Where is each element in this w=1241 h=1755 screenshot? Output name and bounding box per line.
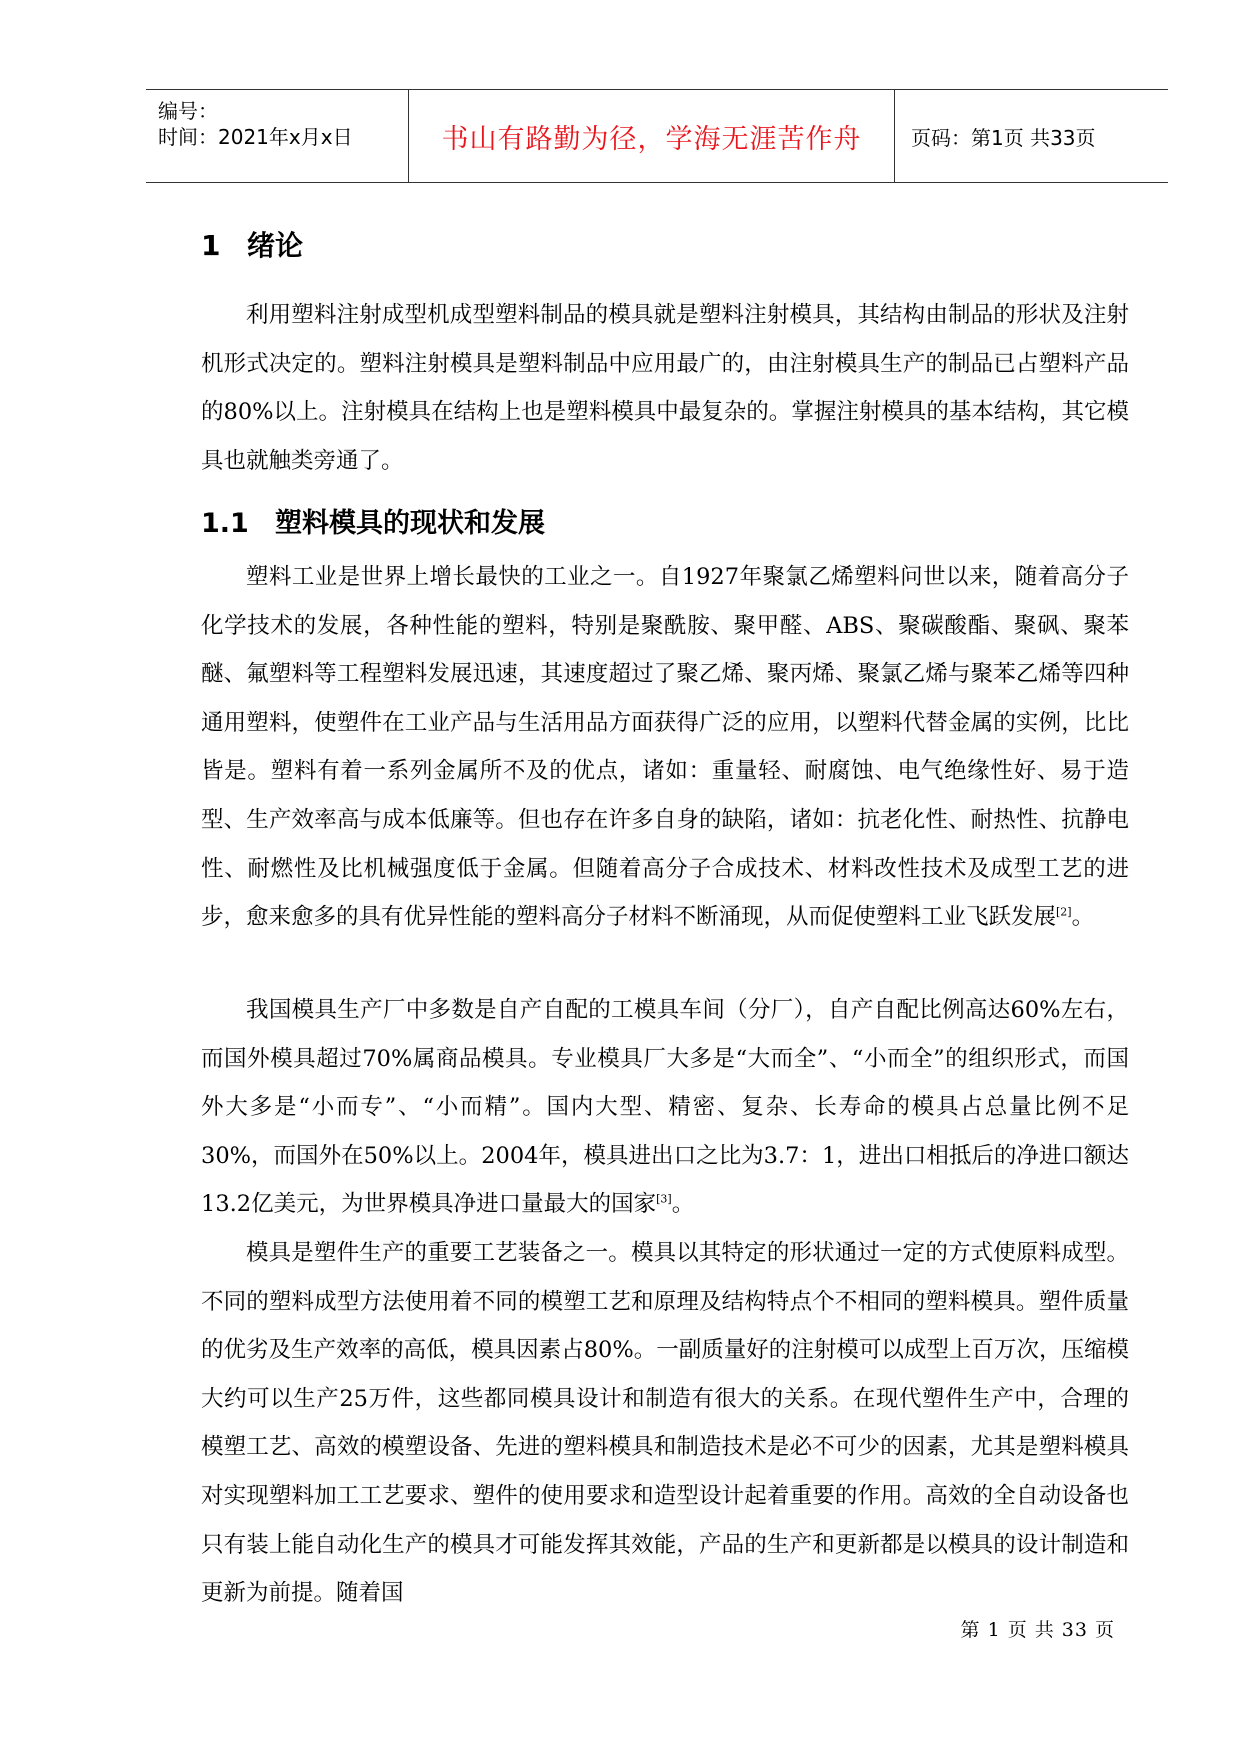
section-title: 塑料模具的现状和发展 — [275, 508, 545, 539]
chapter-number: 1 — [201, 229, 221, 262]
document-time-label: 时间：2021年x月x日 — [158, 125, 353, 149]
paragraph-1-text: 利用塑料注射成型机成型塑料制品的模具就是塑料注射模具，其结构由制品的形状及注射机形式决定的。塑料注射模具是塑料制品中应用最广的，由注射模具生产的制品已占塑料产品的80%以上。注射模具在结构上也是塑料模具中最复杂的。掌握注射模具的基本结构，其它模具也就触类旁通了。 — [201, 302, 1129, 474]
header-page-info: 页码：第1页 共33页 — [911, 125, 1096, 150]
paragraph-2-end: 。 — [1071, 904, 1095, 931]
header-page-cell — [895, 90, 1167, 182]
paragraph-3-end: 。 — [671, 1191, 695, 1218]
section-number: 1.1 — [201, 508, 249, 539]
header-motto: 书山有路勤为径，学海无涯苦作舟 — [441, 123, 862, 155]
paragraph-2 — [201, 553, 1129, 942]
chapter-heading — [201, 224, 303, 264]
section-heading — [201, 501, 545, 540]
chapter-title: 绪论 — [247, 229, 304, 262]
header-left-cell — [146, 90, 409, 182]
document-number-label: 编号： — [158, 99, 218, 123]
citation-2: [2] — [1056, 905, 1072, 919]
page-footer: 第 1 页 共 33 页 — [960, 1619, 1115, 1641]
paragraph-1 — [201, 291, 1129, 485]
header-motto-cell — [409, 90, 895, 182]
paragraph-4 — [201, 1229, 1129, 1618]
paragraph-3 — [201, 986, 1129, 1229]
paragraph-2-text: 塑料工业是世界上增长最快的工业之一。自1927年聚氯乙烯塑料问世以来，随着高分子化学技术的发展，各种性能的塑料，特别是聚酰胺、聚甲醛、ABS、聚碳酸酯、聚砜、聚苯醚、氟塑料等工程塑料发展迅速，其速度超过了聚乙烯、聚丙烯、聚氯乙烯与聚苯乙烯等四种通用塑料，使塑件在工业产品与生活用品方面获得广泛的应用，以塑料代替金属的实例，比比皆是。塑料有着一系列金属所不及的优点，诸如：重量轻、耐腐蚀、电气绝缘性好、易于造型、生产效率高与成本低廉等。但也存在许多自身的缺陷，诸如：抗老化性、耐热性、抗静电性、耐燃性及比机械强度低于金属。但随着高分子合成技术、材料改性技术及成型工艺的进步，愈来愈多的具有优异性能的塑料高分子材料不断涌现，从而促使塑料工业飞跃发展 — [201, 564, 1129, 931]
citation-3: [3] — [656, 1192, 672, 1206]
header-table — [146, 89, 1168, 183]
paragraph-3-text: 我国模具生产厂中多数是自产自配的工模具车间（分厂），自产自配比例高达60%左右，而国外模具超过70%属商品模具。专业模具厂大多是“大而全”、“小而全”的组织形式，而国外大多是“小而专”、“小而精”。国内大型、精密、复杂、长寿命的模具占总量比例不足30%，而国外在50%以上。2004年，模具进出口之比为3.7：1，进出口相抵后的净进口额达13.2亿美元，为世界模具净进口量最大的国家 — [201, 997, 1129, 1218]
paragraph-4-text: 模具是塑件生产的重要工艺装备之一。模具以其特定的形状通过一定的方式使原料成型。不同的塑料成型方法使用着不同的模塑工艺和原理及结构特点个不相同的塑料模具。塑件质量的优劣及生产效率的高低，模具因素占80%。一副质量好的注射模可以成型上百万次，压缩模大约可以生产25万件，这些都同模具设计和制造有很大的关系。在现代塑件生产中，合理的模塑工艺、高效的模塑设备、先进的塑料模具和制造技术是必不可少的因素，尤其是塑料模具对实现塑料加工工艺要求、塑件的使用要求和造型设计起着重要的作用。高效的全自动设备也只有装上能自动化生产的模具才可能发挥其效能，产品的生产和更新都是以模具的设计制造和更新为前提。随着国 — [201, 1240, 1129, 1607]
